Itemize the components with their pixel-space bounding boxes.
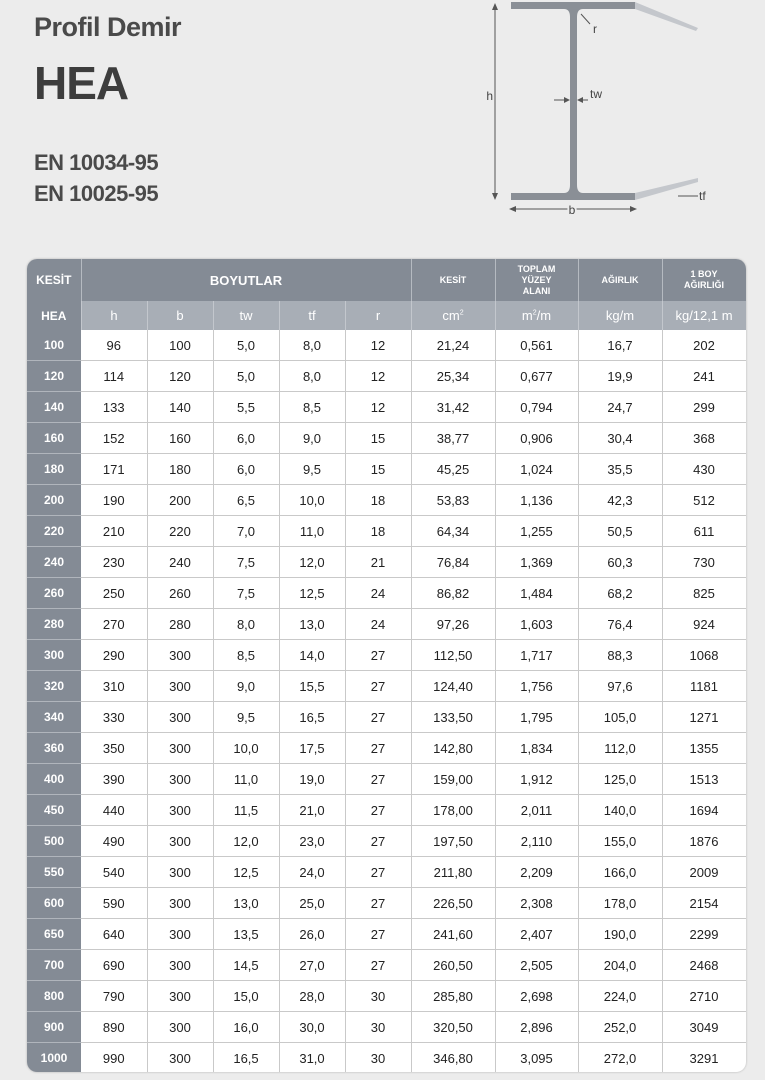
cell-kesit: 180 [27,454,81,485]
cell-kesit: 800 [27,981,81,1012]
cell-r: 27 [345,764,411,795]
cell-tf: 19,0 [279,764,345,795]
cell-weight: 224,0 [578,981,662,1012]
cell-kesit: 1000 [27,1043,81,1073]
cell-r: 27 [345,950,411,981]
cell-r: 27 [345,857,411,888]
hea-profile-diagram [480,0,765,225]
cell-tw: 5,0 [213,361,279,392]
cell-tf: 14,0 [279,640,345,671]
table-row [27,330,746,361]
cell-h: 490 [81,826,147,857]
cell-b: 180 [147,454,213,485]
cell-area: 64,34 [411,516,495,547]
cell-weight: 35,5 [578,454,662,485]
cell-weight: 88,3 [578,640,662,671]
subheader-tw: tw [213,301,279,330]
cell-surface: 2,896 [495,1012,578,1043]
cell-h: 152 [81,423,147,454]
cell-area: 124,40 [411,671,495,702]
cell-b: 300 [147,857,213,888]
cell-area: 211,80 [411,857,495,888]
cell-surface: 2,110 [495,826,578,857]
cell-tf: 8,5 [279,392,345,423]
cell-h: 540 [81,857,147,888]
subheader-length-unit: kg/12,1 m [662,301,746,330]
table-row [27,919,746,950]
cell-tw: 7,5 [213,547,279,578]
cell-weight: 272,0 [578,1043,662,1073]
cell-area: 159,00 [411,764,495,795]
cell-length-weight: 3049 [662,1012,746,1043]
table-row [27,516,746,547]
cell-kesit: 120 [27,361,81,392]
cell-weight: 24,7 [578,392,662,423]
cell-tw: 8,5 [213,640,279,671]
cell-r: 27 [345,888,411,919]
subheader-hea: HEA [27,301,81,330]
cell-tf: 31,0 [279,1043,345,1073]
cell-weight: 166,0 [578,857,662,888]
cell-tf: 17,5 [279,733,345,764]
cell-r: 12 [345,330,411,361]
table-row [27,826,746,857]
cell-weight: 42,3 [578,485,662,516]
cell-weight: 16,7 [578,330,662,361]
cell-r: 12 [345,392,411,423]
cell-tf: 26,0 [279,919,345,950]
cell-surface: 2,209 [495,857,578,888]
cell-surface: 2,308 [495,888,578,919]
table-row [27,578,746,609]
cell-h: 310 [81,671,147,702]
cell-tw: 15,0 [213,981,279,1012]
cell-length-weight: 2299 [662,919,746,950]
header-surface: TOPLAM YÜZEY ALANI [495,259,578,301]
cell-b: 300 [147,795,213,826]
cell-area: 97,26 [411,609,495,640]
cell-surface: 3,095 [495,1043,578,1073]
cell-kesit: 450 [27,795,81,826]
cell-surface: 0,677 [495,361,578,392]
subheader-tf: tf [279,301,345,330]
cell-weight: 252,0 [578,1012,662,1043]
cell-r: 24 [345,609,411,640]
cell-b: 240 [147,547,213,578]
cell-surface: 1,136 [495,485,578,516]
cell-surface: 1,603 [495,609,578,640]
cell-weight: 125,0 [578,764,662,795]
cell-weight: 105,0 [578,702,662,733]
cell-h: 590 [81,888,147,919]
cell-h: 210 [81,516,147,547]
cell-length-weight: 730 [662,547,746,578]
cell-r: 12 [345,361,411,392]
table-row [27,1012,746,1043]
cell-tf: 27,0 [279,950,345,981]
cell-h: 890 [81,1012,147,1043]
cell-b: 300 [147,733,213,764]
cell-weight: 76,4 [578,609,662,640]
cell-surface: 1,756 [495,671,578,702]
cell-length-weight: 1876 [662,826,746,857]
table-row [27,1043,746,1073]
subheader-weight-unit: kg/m [578,301,662,330]
subheader-r: r [345,301,411,330]
cell-kesit: 160 [27,423,81,454]
cell-r: 15 [345,454,411,485]
cell-h: 190 [81,485,147,516]
cell-kesit: 700 [27,950,81,981]
cell-area: 45,25 [411,454,495,485]
cell-tf: 16,5 [279,702,345,733]
cell-b: 200 [147,485,213,516]
top-flange [511,2,635,9]
cell-b: 300 [147,950,213,981]
cell-tw: 11,5 [213,795,279,826]
cell-surface: 1,255 [495,516,578,547]
table-row [27,671,746,702]
cell-area: 285,80 [411,981,495,1012]
cell-tf: 12,5 [279,578,345,609]
cell-length-weight: 611 [662,516,746,547]
cell-b: 120 [147,361,213,392]
label-b: b [568,203,576,217]
cell-surface: 1,834 [495,733,578,764]
cell-tw: 16,5 [213,1043,279,1073]
cell-length-weight: 2710 [662,981,746,1012]
cell-area: 133,50 [411,702,495,733]
cell-area: 53,83 [411,485,495,516]
cell-kesit: 200 [27,485,81,516]
cell-area: 226,50 [411,888,495,919]
cell-tf: 15,5 [279,671,345,702]
cell-b: 300 [147,702,213,733]
cell-area: 38,77 [411,423,495,454]
table-row [27,764,746,795]
cell-kesit: 260 [27,578,81,609]
cell-surface: 0,561 [495,330,578,361]
subheader-h: h [81,301,147,330]
cell-area: 142,80 [411,733,495,764]
header-weight: AĞIRLIK [578,259,662,301]
table-row [27,981,746,1012]
cell-area: 197,50 [411,826,495,857]
hea-table [27,259,746,1072]
table-row [27,733,746,764]
cell-tf: 9,5 [279,454,345,485]
table-row [27,795,746,826]
cell-tw: 12,5 [213,857,279,888]
cell-tw: 10,0 [213,733,279,764]
cell-kesit: 550 [27,857,81,888]
cell-kesit: 400 [27,764,81,795]
cell-length-weight: 2154 [662,888,746,919]
cell-b: 280 [147,609,213,640]
cell-b: 160 [147,423,213,454]
cell-kesit: 320 [27,671,81,702]
cell-tw: 5,5 [213,392,279,423]
cell-h: 290 [81,640,147,671]
cell-h: 350 [81,733,147,764]
cell-kesit: 280 [27,609,81,640]
label-h: h [486,89,493,103]
cell-tf: 24,0 [279,857,345,888]
cell-r: 27 [345,826,411,857]
cell-weight: 204,0 [578,950,662,981]
table-row [27,857,746,888]
cell-length-weight: 2009 [662,857,746,888]
cell-b: 140 [147,392,213,423]
cell-b: 300 [147,1043,213,1073]
cell-b: 300 [147,981,213,1012]
cell-length-weight: 1355 [662,733,746,764]
cell-b: 300 [147,764,213,795]
cell-weight: 97,6 [578,671,662,702]
standard-2: EN 10025-95 [34,181,159,206]
cell-tw: 8,0 [213,609,279,640]
table-row [27,702,746,733]
cell-b: 300 [147,671,213,702]
label-tw: tw [590,87,602,101]
cell-weight: 50,5 [578,516,662,547]
cell-r: 27 [345,671,411,702]
cell-h: 133 [81,392,147,423]
cell-surface: 2,698 [495,981,578,1012]
cell-h: 230 [81,547,147,578]
cell-length-weight: 512 [662,485,746,516]
perspective-bottom [635,178,698,200]
cell-tw: 7,0 [213,516,279,547]
cell-area: 76,84 [411,547,495,578]
cell-tf: 21,0 [279,795,345,826]
cell-surface: 1,369 [495,547,578,578]
subheader-surface-unit: $m^2/m$ [495,301,578,330]
cell-kesit: 650 [27,919,81,950]
cell-kesit: 340 [27,702,81,733]
table-row [27,361,746,392]
cell-weight: 140,0 [578,795,662,826]
cell-length-weight: 430 [662,454,746,485]
cell-tf: 8,0 [279,330,345,361]
cell-h: 440 [81,795,147,826]
cell-tw: 6,0 [213,423,279,454]
table-row [27,454,746,485]
cell-area: 178,00 [411,795,495,826]
page-title: HEA [34,57,129,109]
page-title-small: Profil Demir [34,12,182,42]
cell-h: 171 [81,454,147,485]
cell-b: 100 [147,330,213,361]
cell-weight: 112,0 [578,733,662,764]
cell-surface: 1,717 [495,640,578,671]
cell-tw: 13,5 [213,919,279,950]
label-tf: tf [699,189,706,203]
cell-tf: 23,0 [279,826,345,857]
cell-r: 27 [345,795,411,826]
cell-area: 112,50 [411,640,495,671]
cell-b: 300 [147,1012,213,1043]
cell-kesit: 300 [27,640,81,671]
cell-b: 300 [147,640,213,671]
header-length-weight: 1 BOY AĞIRLIĞI [662,259,746,301]
cell-area: 31,42 [411,392,495,423]
cell-tw: 13,0 [213,888,279,919]
header-boyutlar: BOYUTLAR [81,259,411,301]
cell-r: 24 [345,578,411,609]
cell-weight: 60,3 [578,547,662,578]
cell-kesit: 360 [27,733,81,764]
cell-tw: 11,0 [213,764,279,795]
cell-tf: 11,0 [279,516,345,547]
cell-h: 114 [81,361,147,392]
cell-tw: 6,0 [213,454,279,485]
cell-h: 96 [81,330,147,361]
table-row [27,485,746,516]
header-area: KESİT [411,259,495,301]
cell-weight: 178,0 [578,888,662,919]
header-kesit: KESİT [27,259,81,301]
cell-length-weight: 299 [662,392,746,423]
cell-surface: 2,505 [495,950,578,981]
cell-tf: 13,0 [279,609,345,640]
cell-surface: 1,024 [495,454,578,485]
cell-tf: 12,0 [279,547,345,578]
cell-b: 220 [147,516,213,547]
cell-r: 30 [345,981,411,1012]
cell-area: 21,24 [411,330,495,361]
cell-area: 86,82 [411,578,495,609]
standard-1: EN 10034-95 [34,150,159,175]
subheader-b: b [147,301,213,330]
cell-r: 27 [345,733,411,764]
cell-tf: 9,0 [279,423,345,454]
cell-surface: 1,912 [495,764,578,795]
cell-length-weight: 202 [662,330,746,361]
cell-r: 21 [345,547,411,578]
cell-weight: 68,2 [578,578,662,609]
cell-tw: 7,5 [213,578,279,609]
cell-weight: 30,4 [578,423,662,454]
perspective-top [635,2,698,31]
cell-b: 300 [147,888,213,919]
web [570,9,577,193]
cell-length-weight: 1513 [662,764,746,795]
cell-tw: 9,5 [213,702,279,733]
cell-b: 300 [147,919,213,950]
cell-h: 640 [81,919,147,950]
subheader-area-unit: $cm^2$ [411,301,495,330]
cell-tw: 16,0 [213,1012,279,1043]
cell-area: 25,34 [411,361,495,392]
cell-length-weight: 1694 [662,795,746,826]
cell-kesit: 140 [27,392,81,423]
cell-weight: 190,0 [578,919,662,950]
cell-tf: 8,0 [279,361,345,392]
cell-length-weight: 368 [662,423,746,454]
cell-surface: 0,906 [495,423,578,454]
cell-length-weight: 825 [662,578,746,609]
cell-kesit: 220 [27,516,81,547]
cell-length-weight: 1271 [662,702,746,733]
cell-length-weight: 241 [662,361,746,392]
cell-h: 990 [81,1043,147,1073]
table-row [27,547,746,578]
table-row [27,423,746,454]
cell-h: 390 [81,764,147,795]
cell-tw: 14,5 [213,950,279,981]
cell-weight: 19,9 [578,361,662,392]
cell-r: 27 [345,919,411,950]
cell-length-weight: 1181 [662,671,746,702]
cell-length-weight: 3291 [662,1043,746,1073]
cell-kesit: 600 [27,888,81,919]
cell-area: 260,50 [411,950,495,981]
cell-r: 30 [345,1043,411,1073]
label-r: r [593,22,597,36]
cell-surface: 2,011 [495,795,578,826]
cell-surface: 1,795 [495,702,578,733]
cell-tw: 12,0 [213,826,279,857]
cell-kesit: 240 [27,547,81,578]
cell-b: 300 [147,826,213,857]
cell-tw: 5,0 [213,330,279,361]
cell-h: 690 [81,950,147,981]
cell-weight: 155,0 [578,826,662,857]
cell-area: 320,50 [411,1012,495,1043]
cell-r: 30 [345,1012,411,1043]
cell-r: 15 [345,423,411,454]
cell-tf: 10,0 [279,485,345,516]
cell-area: 241,60 [411,919,495,950]
cell-h: 270 [81,609,147,640]
cell-tf: 30,0 [279,1012,345,1043]
table-row [27,392,746,423]
cell-r: 27 [345,702,411,733]
cell-surface: 1,484 [495,578,578,609]
table-row [27,888,746,919]
cell-kesit: 900 [27,1012,81,1043]
bottom-flange [511,193,635,200]
cell-h: 330 [81,702,147,733]
cell-r: 27 [345,640,411,671]
cell-tf: 28,0 [279,981,345,1012]
cell-tf: 25,0 [279,888,345,919]
cell-surface: 0,794 [495,392,578,423]
cell-h: 790 [81,981,147,1012]
cell-h: 250 [81,578,147,609]
cell-kesit: 500 [27,826,81,857]
table-row [27,640,746,671]
cell-length-weight: 1068 [662,640,746,671]
cell-r: 18 [345,516,411,547]
cell-tw: 6,5 [213,485,279,516]
cell-tw: 9,0 [213,671,279,702]
cell-length-weight: 924 [662,609,746,640]
table-row [27,950,746,981]
table-row [27,609,746,640]
cell-length-weight: 2468 [662,950,746,981]
cell-r: 18 [345,485,411,516]
cell-b: 260 [147,578,213,609]
cell-kesit: 100 [27,330,81,361]
cell-surface: 2,407 [495,919,578,950]
cell-area: 346,80 [411,1043,495,1073]
